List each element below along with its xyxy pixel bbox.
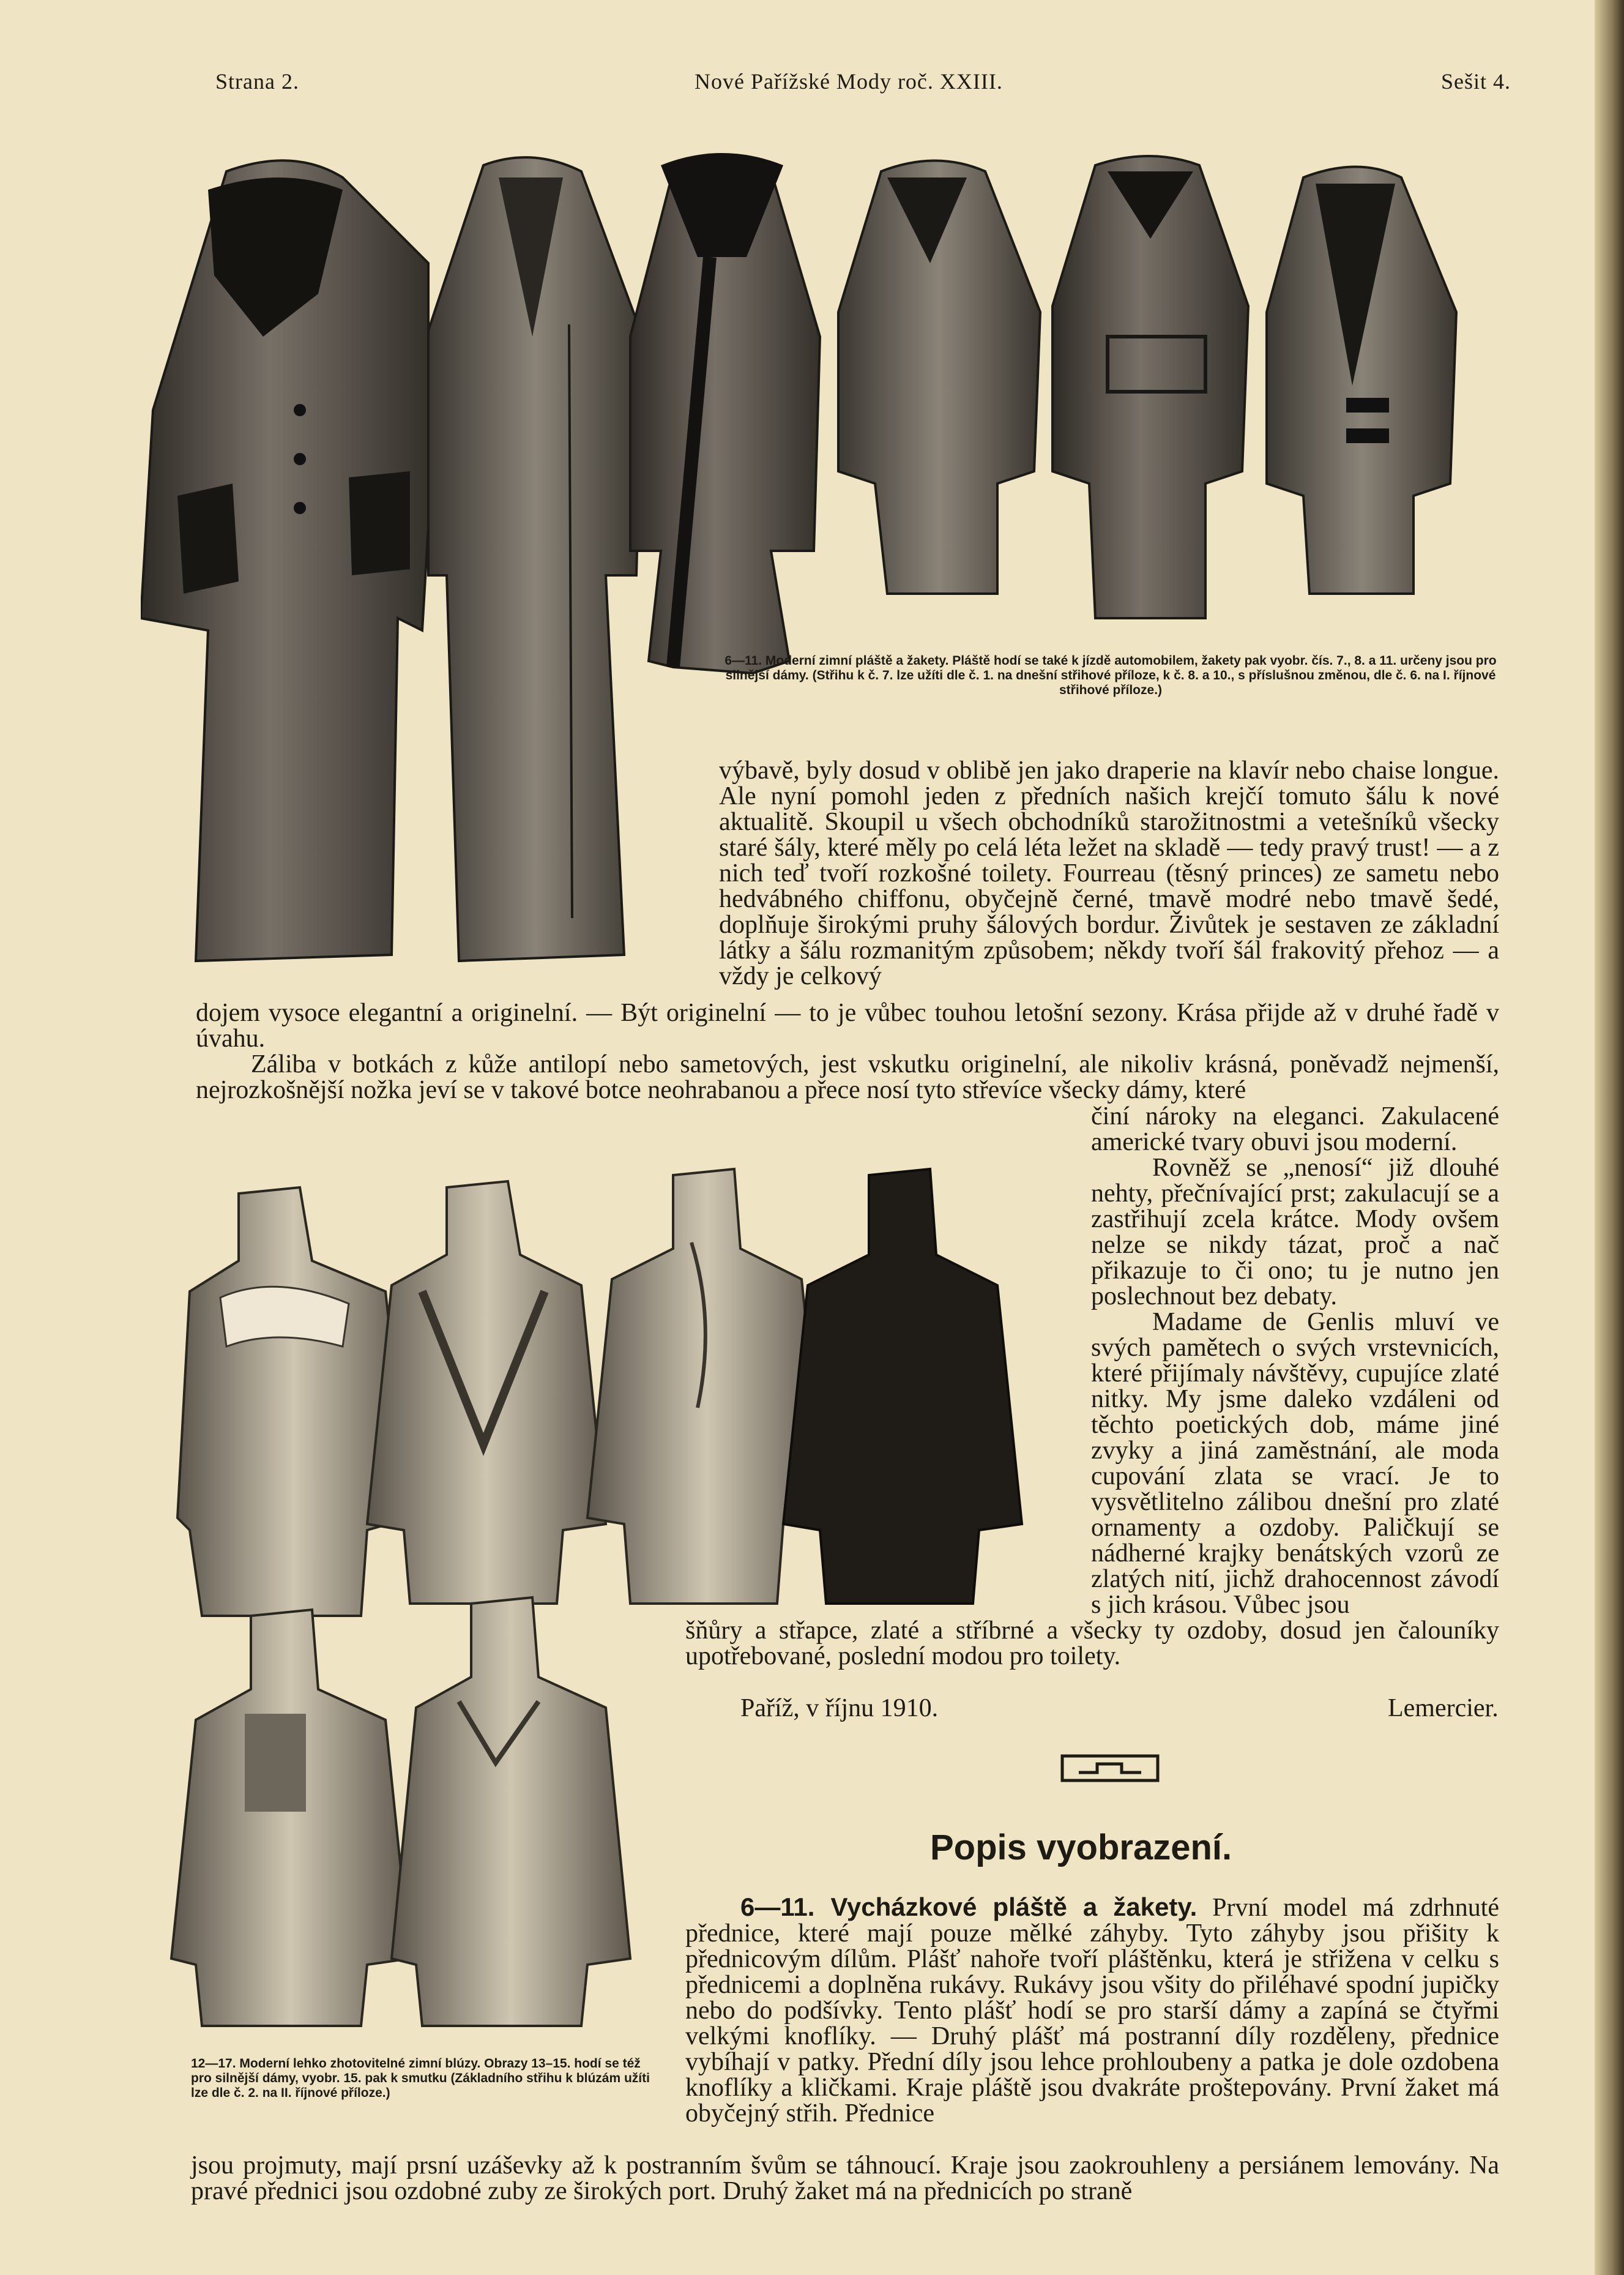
description-lead: 6—11. Vycházkové pláště a žakety. — [740, 1892, 1198, 1921]
header-journal-title: Nové Pařížské Mody roč. XXIII. — [695, 69, 1003, 94]
figure-caption-coats: 6—11. Moderní zimní pláště a žakety. Pláště hodí se také k jízdě automobilem, žakety pak vyobr. čís. 7., 8. a 11. určeny jsou pro silnější dámy. (Střihu k č. 7. lze užíti dle č. 1. na dnešní střihové příloze, k č. 8. a 10., s příslušnou změnou, dle č. 6. na I. říjnové střihové příloze.) — [724, 654, 1497, 697]
text-paragraph-shawls: výbavě, byly dosud v oblibě jen jako draperie na klavír nebo chaise longue. Ale nyní pomohl jeden z předních našich krejčí tomuto šálu k nové aktualitě. Skoupil u všech obchodníků starožitnostmi a vetešníků všecky staré šály, které měly po celá léta ležet na skladě — tedy pravý trust! — a z nich teď tvoří rozkošné toilety. Fourreau (těsný princes) ze sametu nebo hedvábného chiffonu, obyčejně černé, tmavě modré nebo tmavě šedé, doplňuje širokými pruhy šálových bordur. Živůtek je sestaven ze základní látky a šálu rozmanitým způsobem; někdy tvoří šál frakovitý přehoz — a vždy je celkový — [719, 756, 1499, 990]
header-page-number: Strana 2. — [215, 69, 299, 94]
text-paragraph-boots: Záliba v botkách z kůže antilopí nebo sametových, jest vskutku originelní, ale nikoliv krásná, poněvadž nejmenší, nejrozkošnější nožka jeví se v takové botce neohrabanou a přece nosí tyto střevíce všecky dámy, které — [196, 1050, 1499, 1104]
header-issue: Sešit 4. — [1441, 69, 1511, 94]
ornament-divider-icon — [1060, 1754, 1160, 1782]
signature: Lemercier. — [1388, 1694, 1499, 1722]
description-continuation: jsou projmuty, mají prsní uzáševky až k postranním švům se táhnoucí. Kraje jsou zaokrouhleny a persiánem lemovány. Na pravé přednici jsou ozdobné zuby ze širokých port. Druhý žaket má na přednicích po straně — [191, 2151, 1499, 2205]
page-edge-shadow — [1595, 0, 1624, 2275]
text-paragraph-original: dojem vysoce elegantní a originelní. — Být originelní — to je vůbec touhou letošní sezony. Krása přijde až v druhé řadě v úvahu. — [196, 999, 1499, 1053]
text-paragraph-shoes: činí nároky na eleganci. Zakulacené americké tvary obuvi jsou moderní. — [1091, 1102, 1499, 1156]
dateline: Paříž, v říjnu 1910. — [740, 1694, 939, 1722]
text-paragraph-nails: Rovněž se „nenosí“ již dlouhé nehty, přečnívající prst; zakulacují se a zastřihují zcela krátce. Mody ovšem nelze se nikdy tázat, proč a nač přikazuje to či ono; tu je nutno jen poslechnout bez debaty. — [1091, 1154, 1499, 1310]
figure-caption-blouses: 12—17. Moderní lehko zhotovitelné zimní blúzy. Obrazy 13–15. hodí se též pro silnější dámy, vyobr. 15. pak k smutku (Základního střihu k blúzám užíti lze dle č. 2. na II. říjnové příloze.) — [191, 2056, 650, 2100]
description-text: První model má zdrhnuté přednice, které mají pouze mělké záhyby. Tyto záhyby jsou přišity k přednicovým dílům. Plášť nahoře tvoří pláštěnku, která je střižena v celku s přednicemi a doplněna rukávy. Rukávy jsou všity do přiléhavé spodní jupičky nebo do podšívky. Tento plášť hodí se pro starší dámy a zapíná se čtyřmi velkými knoflíky. — Druhý plášť má postranní díly rozděleny, přednice vybíhají v patky. Přední díly jsou lehce prohloubeny a patka je dole ozdobena knoflíky a kličkami. Kraje pláště jsou dvakráte proštepovány. První žaket má obyčejný střih. Přednice — [685, 1894, 1500, 2127]
text-paragraph-genlis: Madame de Genlis mluví ve svých pamětech o svých vrstevnicích, které přijímaly návštěvy, cupujíce zlaté nitky. My jsme daleko vzdáleni od těchto poetických dob, máme jiné zvyky a jiná zaměstnání, ale moda cupování zlata se vrací. Je to vysvětlitelno zálibou dnešní pro zlaté ornamenty a ozdoby. Paličkují se nádherné krajky benátských vzorů ze zlatých nití, jichž drahocennost závodí s jich krásou. Vůbec jsou — [1091, 1308, 1499, 1619]
section-heading: Popis vyobrazení. — [930, 1828, 1232, 1867]
description-paragraph — [685, 1894, 1499, 2126]
text-paragraph-trimmings: šňůry a střapce, zlaté a stříbrné a všecky ty ozdoby, dosud jen čalouníky upotřebované, poslední modou pro toilety. — [685, 1616, 1499, 1670]
